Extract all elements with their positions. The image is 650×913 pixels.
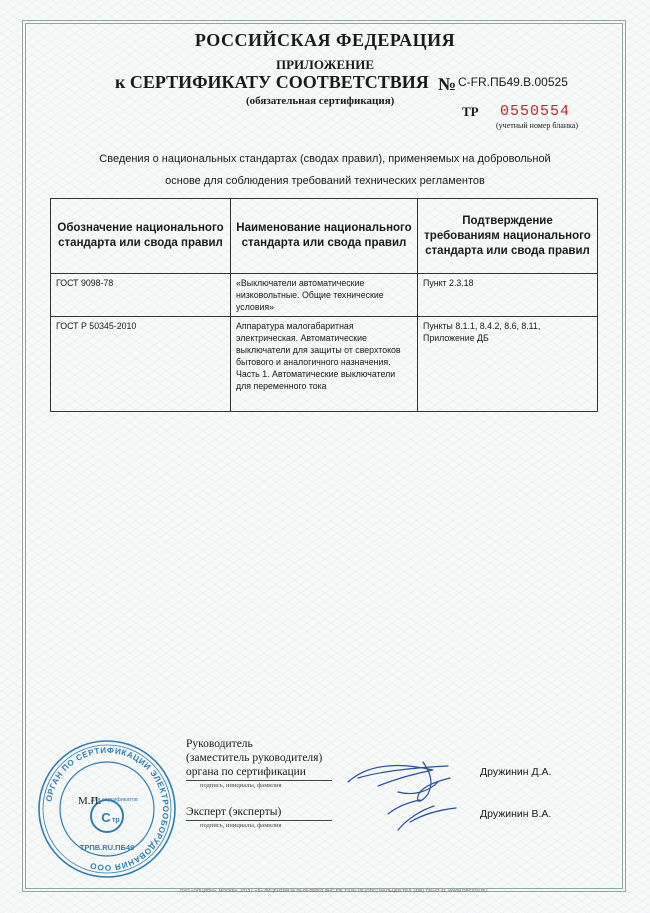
- seal-place-label: М.П.: [78, 795, 102, 807]
- stamp-inner-text: для сертификатов: [91, 797, 138, 803]
- standard-code-cell: ГОСТ Р 50345-2010: [51, 317, 231, 412]
- stamp-logo: С: [101, 810, 111, 825]
- certificate-title: к СЕРТИФИКАТУ СООТВЕТСТВИЯ: [115, 72, 429, 92]
- blank-number: 0550554: [500, 103, 571, 120]
- standard-name-cell: «Выключатели автоматические низковольтные. Общие технические условия»: [231, 274, 418, 317]
- certification-body-stamp: [36, 738, 178, 880]
- intro-line-2: основе для соблюдения требований технических регламентов: [165, 175, 485, 187]
- table-header-row: [51, 199, 598, 274]
- head-signature-line: [186, 780, 332, 781]
- certification-type: (обязательная сертификация): [246, 95, 395, 107]
- tr-label: ТР: [462, 104, 479, 119]
- appendix-title: ПРИЛОЖЕНИЕ: [275, 57, 375, 72]
- certificate-number: С-FR.ПБ49.В.00525: [458, 75, 568, 89]
- head-name: Дружинин Д.А.: [480, 766, 552, 778]
- expert-label: Эксперт (эксперты): [186, 806, 282, 818]
- stamp-ring-text: ОРГАН ПО СЕРТИФИКАЦИИ ЭЛЕКТРООБОРУДОВАНИЯ ООО: [44, 745, 171, 873]
- head-label-line-3: органа по сертификации: [186, 766, 306, 778]
- expert-name: Дружинин В.А.: [480, 808, 552, 820]
- column-header-code: Обозначение национального стандарта или свода правил: [51, 199, 231, 274]
- intro-line-1: Сведения о национальных стандартах (сводах правил), применяемых на добровольной: [99, 153, 551, 165]
- expert-signature-caption: подпись, инициалы, фамилия: [200, 822, 282, 829]
- intro-text: [55, 148, 595, 192]
- standard-code-cell: ГОСТ 9098-78: [51, 274, 231, 317]
- head-signature-caption: подпись, инициалы, фамилия: [200, 782, 282, 789]
- number-sign: №: [438, 74, 457, 94]
- expert-signature-line: [186, 820, 332, 821]
- confirmation-cell: Пункты 8.1.1, 8.4.2, 8.6, 8.11, Приложение ДБ: [418, 317, 598, 412]
- stamp-logo-tr: тр: [112, 817, 120, 824]
- column-header-name: Наименование национального стандарта или свода правил: [231, 199, 418, 274]
- printer-footer: ОАО «ОПЦИОН», МОСКВА, 2013 г. «Б» ЛИЦЕНЗИЯ № 05-05-09/003 ФНС РФ, ТЗ № 1/5 (ОПС) МАЛЬЦЕВ ТЕЛ. (495) 726-47-42, WWW.OPCION.RU: [180, 888, 488, 893]
- column-header-confirmation: Подтверждение требованиям национального стандарта или свода правил: [418, 199, 598, 274]
- confirmation-cell: Пункт 2.3.18: [418, 274, 598, 317]
- standards-table: [50, 198, 598, 412]
- handwritten-signature: [338, 752, 478, 837]
- blank-number-note: (учетный номер бланка): [496, 121, 579, 130]
- standard-name-cell: Аппаратура малогабаритная электрическая. Автоматические выключатели для защиты от сверхтоков бытового и аналогичного назначения. Часть 1. Автоматические выключатели для переменного тока: [231, 317, 418, 412]
- head-label-line-2: (заместитель руководителя): [186, 752, 323, 764]
- table-row: [51, 274, 598, 317]
- table-row: [51, 317, 598, 412]
- stamp-code: ТРПВ.RU.ПБ49: [79, 843, 135, 852]
- head-label-line-1: Руководитель: [186, 738, 253, 750]
- country-title: РОССИЙСКАЯ ФЕДЕРАЦИЯ: [194, 30, 456, 50]
